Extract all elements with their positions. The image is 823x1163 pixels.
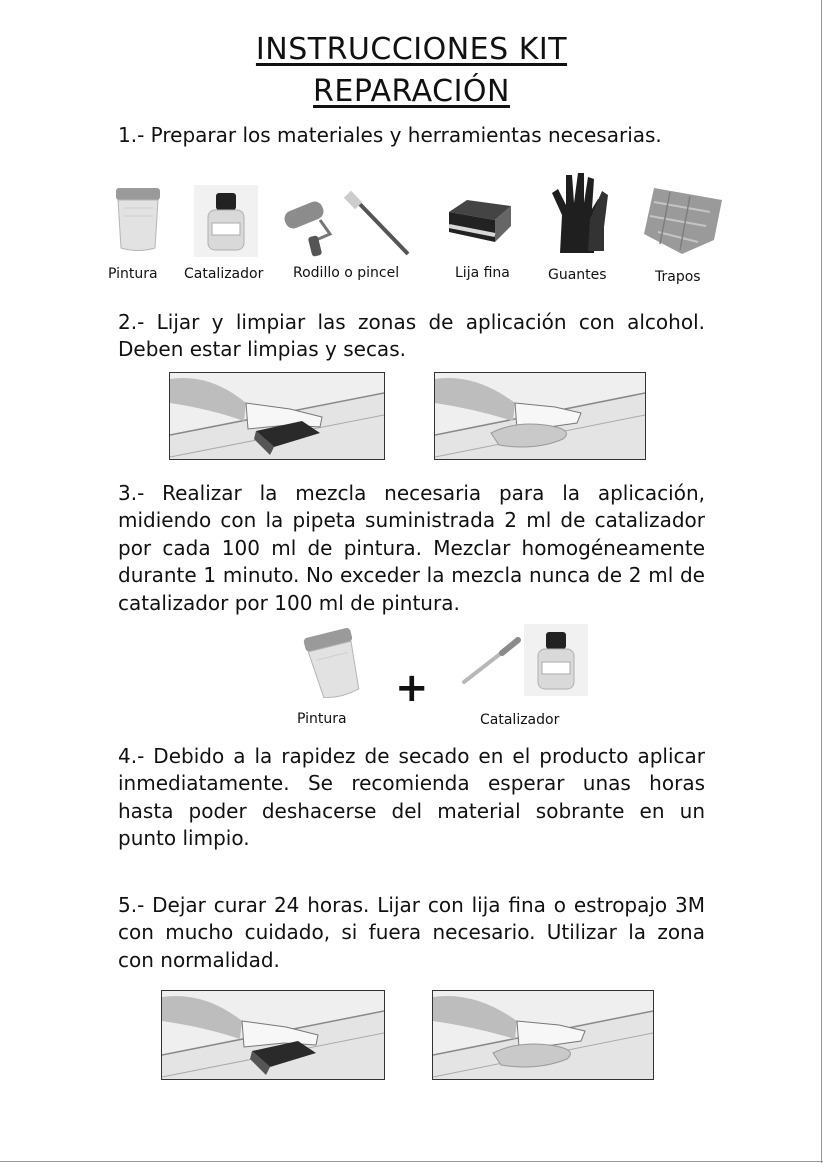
- catalyst-bottle-icon: [194, 185, 258, 257]
- step-2-text: 2.- Lijar y limpiar las zonas de aplicación con alcohol. Deben estar limpias y secas.: [118, 310, 705, 362]
- pipette-icon: [460, 636, 522, 686]
- material-label-pintura: Pintura: [108, 266, 158, 282]
- material-label-guantes: Guantes: [548, 267, 607, 283]
- sanding-sponge-icon: [445, 198, 513, 244]
- page-title-line-1: INSTRUCCIONES KIT: [255, 32, 568, 67]
- page-title-line-2: REPARACIÓN: [313, 74, 510, 109]
- material-label-rodillo-pincel: Rodillo o pincel: [293, 265, 400, 281]
- gloves-icon: [548, 169, 612, 257]
- step-3-text: 3.- Realizar la mezcla necesaria para la aplicación, midiendo con la pipeta suministrada 2 ml de catalizador por cada 100 ml de pintura. Mezclar homogéneamente durante 1 minuto. No exceder la mezcla nunca de 2 ml de catalizador por 100 ml de pintura.: [118, 481, 705, 615]
- page-border-right: [821, 0, 822, 1163]
- plus-operator: +: [395, 665, 429, 711]
- mix-catalyst-bottle-icon: [524, 624, 588, 696]
- mix-label-pintura: Pintura: [297, 711, 347, 727]
- sanding-illustration: [169, 372, 385, 460]
- paint-cup-icon: [113, 186, 163, 254]
- material-label-catalizador: Catalizador: [184, 266, 264, 282]
- step-1-text: 1.- Preparar los materiales y herramientas necesarias.: [118, 123, 662, 147]
- roller-brush-icon: [280, 190, 415, 258]
- final-sanding-illustration: [161, 990, 385, 1080]
- step-5-text: 5.- Dejar curar 24 horas. Lijar con lija fina o estropajo 3M con mucho cuidado, si fuera necesario. Utilizar la zona con normalidad.: [118, 893, 705, 972]
- step-4-text: 4.- Debido a la rapidez de secado en el producto aplicar inmediatamente. Se recomienda esperar unas horas hasta poder deshacerse del material sobrante en un punto limpio.: [118, 744, 705, 851]
- rags-icon: [640, 182, 730, 256]
- material-label-trapos: Trapos: [655, 269, 701, 285]
- material-label-lija-fina: Lija fina: [455, 265, 510, 281]
- page-border-bottom: [0, 1161, 823, 1162]
- mix-label-catalizador: Catalizador: [480, 712, 560, 728]
- cleaning-illustration: [434, 372, 646, 460]
- final-cleaning-illustration: [432, 990, 654, 1080]
- mix-paint-cup-icon: [300, 628, 368, 700]
